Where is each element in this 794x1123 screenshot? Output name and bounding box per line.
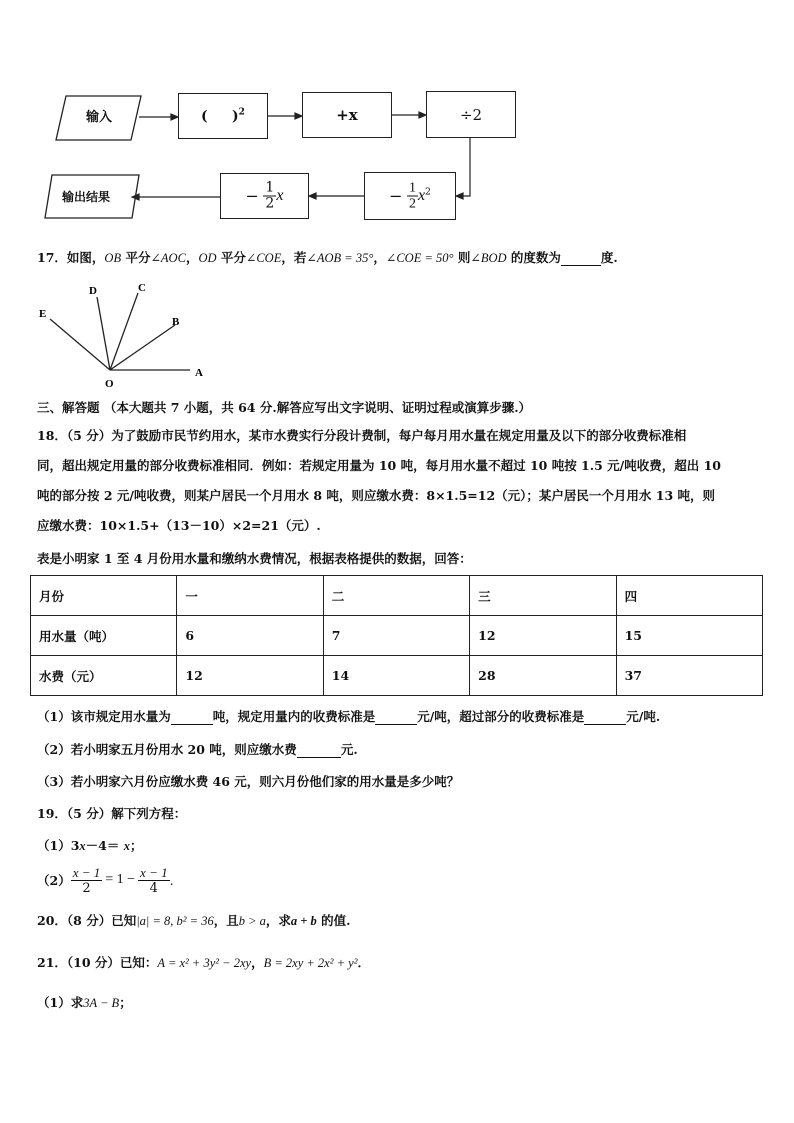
q18-line-3: 吨的部分按 2 元/吨收费，则某户居民一个月用水 8 吨，则应缴水费：8×1.5=12（元）；某户居民一个月用水 13 吨，则 bbox=[37, 488, 716, 503]
q20-math-target: a + b bbox=[290, 914, 317, 928]
label-b: B bbox=[172, 316, 180, 328]
q21-text-b: ， bbox=[251, 955, 264, 970]
q18-line-4: 应缴水费：10×1.5+（13－10）×2=21（元）. bbox=[37, 518, 321, 533]
table-cell: 用水量（吨） bbox=[31, 616, 177, 656]
q18-sub1-blank-1[interactable] bbox=[171, 724, 213, 725]
table-cell: 15 bbox=[616, 616, 762, 656]
q19-sub1-x2: x bbox=[123, 839, 130, 853]
q18-sub-2 bbox=[37, 742, 358, 758]
arrow-step5-to-output bbox=[132, 194, 220, 200]
q19-sub2-middle: = 1 − bbox=[105, 872, 136, 887]
q17-math-aoc: ∠AOC bbox=[150, 251, 186, 265]
q18-table-intro: 表是小明家 1 至 4 月份用水量和缴纳水费情况，根据表格提供的数据，回答： bbox=[37, 551, 472, 566]
q19-sub-2 bbox=[37, 862, 174, 898]
q17-text-5: ，若 bbox=[281, 250, 307, 265]
q18-sub1-blank-3[interactable] bbox=[584, 724, 626, 725]
arrow-plus-x-to-divide bbox=[392, 112, 426, 118]
step5-denominator: 2 bbox=[265, 195, 275, 212]
flow-step-neg-half-x: − $\frac{1}{2}$ x bbox=[220, 173, 309, 219]
q20-math-condition: b > a bbox=[238, 914, 266, 928]
q17-text-6: ， bbox=[373, 250, 386, 265]
q19-sub1-x: x bbox=[79, 839, 86, 853]
q21-math-a: A = x² + 3y² − 2xy bbox=[157, 956, 252, 970]
q20-text-d: 的值. bbox=[316, 913, 351, 928]
q17-math-aob: ∠AOB = 35° bbox=[306, 251, 374, 265]
q20-text-a: 20．（8 分）已知 bbox=[37, 913, 137, 928]
q17-math-ob: OB bbox=[104, 251, 122, 265]
square-paren: ( ) bbox=[201, 108, 239, 125]
ray-od bbox=[97, 297, 110, 370]
q17-text-9: 度. bbox=[600, 250, 618, 265]
label-o: O bbox=[105, 378, 114, 390]
flow-step-plus-x bbox=[302, 92, 392, 138]
step4-numerator: 1 bbox=[409, 180, 416, 196]
label-a: A bbox=[195, 367, 203, 379]
q20-math-given: |a| = 8, b² = 36 bbox=[136, 914, 214, 928]
q19-sub1-text-a: （1）3 bbox=[37, 838, 80, 853]
q17-text-1: 如图， bbox=[66, 250, 105, 265]
q18-sub-1 bbox=[37, 709, 660, 725]
step4-variable: x bbox=[418, 187, 426, 204]
square-exponent: 2 bbox=[238, 107, 245, 118]
table-cell: 三 bbox=[470, 576, 616, 616]
angle-figure bbox=[30, 275, 220, 390]
label-e: E bbox=[39, 308, 47, 320]
q19-sub2-numerator-2: x − 1 bbox=[140, 864, 168, 880]
question-20 bbox=[37, 913, 351, 929]
q18-sub1-text-d: 元/吨. bbox=[626, 709, 661, 724]
q21-text-c: ． bbox=[357, 955, 370, 970]
q17-math-od: OD bbox=[198, 251, 217, 265]
ray-ob bbox=[110, 325, 175, 370]
step4-exponent: 2 bbox=[425, 187, 431, 198]
q21-math-b: B = 2xy + 2x² + y² bbox=[263, 956, 358, 970]
q17-number: 17． bbox=[37, 250, 67, 265]
flow-output-label: 输出结果 bbox=[62, 190, 111, 204]
q21-sub1-text-a: （1）求 bbox=[37, 995, 84, 1010]
q18-sub1-blank-2[interactable] bbox=[375, 724, 417, 725]
step5-numerator: 1 bbox=[265, 179, 275, 196]
label-d: D bbox=[89, 285, 97, 297]
q18-line-1: 18．（5 分）为了鼓励市民节约用水，某市水费实行分段计费制，每户每月用水量在规定用量及以下的部分收费标准相 bbox=[37, 428, 687, 443]
table-cell: 四 bbox=[616, 576, 762, 616]
table-row bbox=[31, 656, 763, 696]
plus-x-label: +x bbox=[336, 106, 358, 124]
table-cell: 一 bbox=[177, 576, 323, 616]
water-fee-table bbox=[30, 575, 763, 696]
q19-sub-1 bbox=[37, 838, 142, 854]
q19-sub2-denominator-1: 2 bbox=[82, 880, 91, 896]
question-21 bbox=[37, 955, 370, 971]
label-c: C bbox=[138, 282, 146, 294]
table-cell: 二 bbox=[323, 576, 469, 616]
q18-sub2-text-a: （2）若小明家五月份用水 20 吨，则应缴水费 bbox=[37, 742, 297, 757]
flow-input-label: 输入 bbox=[86, 110, 113, 125]
q18-sub2-text-b: 元. bbox=[340, 742, 358, 757]
table-cell: 月份 bbox=[31, 576, 177, 616]
q17-text-2: 平分 bbox=[121, 250, 151, 265]
q20-text-b: ，且 bbox=[213, 913, 239, 928]
table-cell: 水费（元） bbox=[31, 656, 177, 696]
q19-title: 19．（5 分）解下列方程： bbox=[37, 806, 187, 821]
arrow-square-to-plus-x bbox=[268, 113, 302, 119]
section-3-heading: 三、解答题 （本大题共 7 小题，共 64 分.解答应写出文字说明、证明过程或演算步骤.） bbox=[37, 400, 532, 415]
table-cell: 28 bbox=[470, 656, 616, 696]
table-cell: 7 bbox=[323, 616, 469, 656]
q19-sub2-label: （2） bbox=[37, 873, 71, 888]
step5-variable: x bbox=[276, 187, 284, 204]
q21-sub1-text-b: ； bbox=[119, 995, 132, 1010]
q19-sub2-end: . bbox=[169, 872, 174, 888]
table-row bbox=[31, 576, 763, 616]
q17-math-bod: ∠BOD bbox=[470, 251, 507, 265]
flow-step-divide bbox=[426, 91, 516, 138]
table-cell: 6 bbox=[177, 616, 323, 656]
q17-math-coe: ∠COE bbox=[245, 251, 282, 265]
q18-sub2-blank[interactable] bbox=[297, 757, 341, 758]
q19-sub2-numerator-1: x − 1 bbox=[72, 864, 101, 880]
q17-math-coe-value: ∠COE = 50° bbox=[385, 251, 454, 265]
table-cell: 14 bbox=[323, 656, 469, 696]
q18-line-2: 同，超出规定用量的部分收费标准相同．例如：若规定用量为 10 吨，每月用水量不超过 10 吨按 1.5 元/吨收费，超出 10 bbox=[37, 458, 721, 473]
q21-text-a: 21．（10 分）已知： bbox=[37, 955, 158, 970]
table-cell: 12 bbox=[470, 616, 616, 656]
q19-sub1-text-b: －4＝ bbox=[85, 838, 124, 853]
q18-sub-3: （3）若小明家六月份应缴水费 46 元，则六月份他们家的用水量是多少吨？ bbox=[37, 774, 460, 789]
step4-denominator: 2 bbox=[409, 196, 416, 212]
table-row bbox=[31, 616, 763, 656]
q21-sub1-math: 3A − B bbox=[83, 996, 120, 1010]
question-17 bbox=[37, 250, 618, 266]
q18-sub1-text-b: 吨，规定用量内的收费标准是 bbox=[212, 709, 376, 724]
table-cell: 37 bbox=[616, 656, 762, 696]
q19-sub2-denominator-2: 4 bbox=[149, 880, 158, 896]
q19-sub1-text-d: ； bbox=[129, 838, 143, 853]
q17-answer-blank[interactable] bbox=[561, 265, 601, 266]
ray-oc bbox=[110, 293, 138, 370]
arrow-divide-to-step4 bbox=[456, 138, 470, 199]
arrow-step4-to-step5 bbox=[309, 193, 364, 199]
ray-oe bbox=[50, 319, 110, 370]
q17-text-7: 则 bbox=[453, 250, 471, 265]
arrow-input-to-square bbox=[139, 114, 178, 120]
divide-label: ÷2 bbox=[459, 105, 483, 124]
table-cell: 12 bbox=[177, 656, 323, 696]
flow-step-neg-half-x-squared: − $\frac{1}{2}$ $x^2$ bbox=[364, 172, 456, 220]
q21-sub-1 bbox=[37, 995, 132, 1011]
flow-step-square bbox=[178, 93, 268, 139]
q17-text-4: 平分 bbox=[216, 250, 246, 265]
q17-text-3: ， bbox=[185, 250, 199, 265]
q17-text-8: 的度数为 bbox=[506, 250, 561, 265]
q18-sub1-text-a: （1）该市规定用水量为 bbox=[37, 709, 171, 724]
q20-text-c: ，求 bbox=[265, 913, 291, 928]
q18-sub1-text-c: 元/吨，超过部分的收费标准是 bbox=[417, 709, 585, 724]
